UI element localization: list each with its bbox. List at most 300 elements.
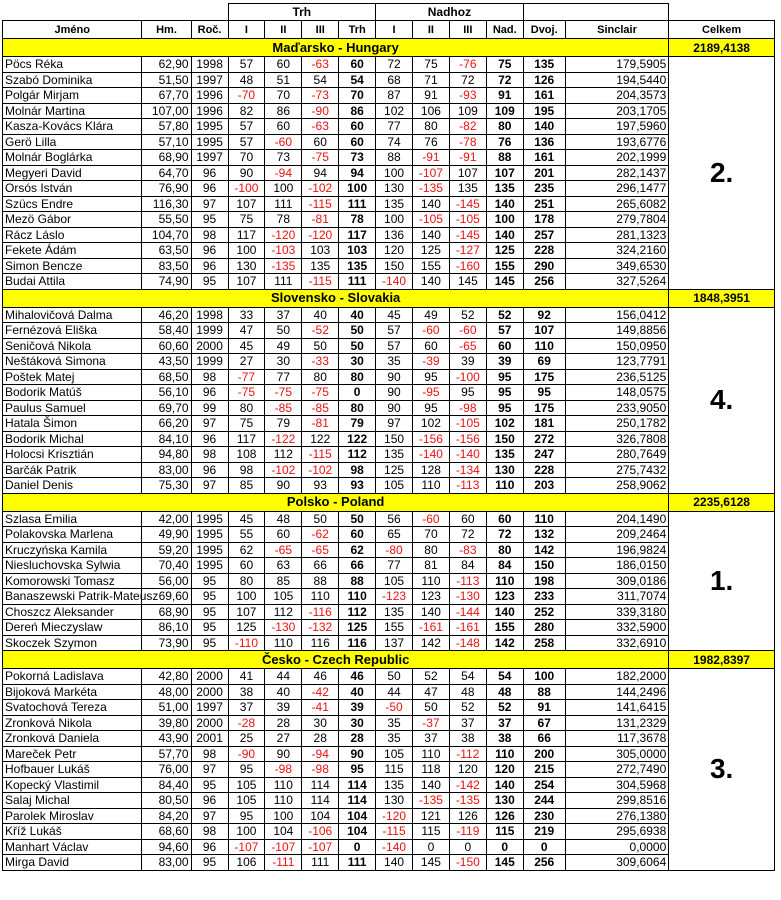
cj-attempt-1: 155 <box>376 620 413 636</box>
athlete-total: 126 <box>523 72 565 88</box>
cj-best: 110 <box>486 478 523 494</box>
athlete-row <box>3 542 775 558</box>
athlete-total: 142 <box>523 542 565 558</box>
cj-attempt-2: 37 <box>413 731 450 747</box>
snatch-best: 79 <box>339 416 376 432</box>
athlete-weight: 64,70 <box>142 165 191 181</box>
athlete-sinclair: 339,3180 <box>565 604 669 620</box>
cj-best: 145 <box>486 855 523 871</box>
cj-attempt-2: -105 <box>413 212 450 228</box>
athlete-row <box>3 416 775 432</box>
cj-attempt-2: 110 <box>413 573 450 589</box>
athlete-year: 1997 <box>191 72 228 88</box>
cj-best: 126 <box>486 808 523 824</box>
snatch-attempt-1: 117 <box>228 227 265 243</box>
athlete-sinclair: 141,6415 <box>565 700 669 716</box>
snatch-attempt-3: -115 <box>302 196 339 212</box>
athlete-sinclair: 279,7804 <box>565 212 669 228</box>
snatch-attempt-3: -98 <box>302 762 339 778</box>
athlete-sinclair: 250,1782 <box>565 416 669 432</box>
cj-attempt-2: -135 <box>413 181 450 197</box>
athlete-total: 150 <box>523 558 565 574</box>
athlete-name: Hofbauer Lukáš <box>3 762 142 778</box>
athlete-name: Parolek Miroslav <box>3 808 142 824</box>
athlete-row <box>3 150 775 166</box>
athlete-name: Molnár Martina <box>3 103 142 119</box>
cj-attempt-1: 130 <box>376 181 413 197</box>
snatch-attempt-1: 105 <box>228 777 265 793</box>
cj-attempt-3: 95 <box>449 385 486 401</box>
cj-attempt-1: 100 <box>376 165 413 181</box>
cj-attempt-3: -135 <box>449 793 486 809</box>
snatch-attempt-1: 25 <box>228 731 265 747</box>
athlete-weight: 43,90 <box>142 731 191 747</box>
cj-best: 88 <box>486 150 523 166</box>
cj-attempt-2: 81 <box>413 558 450 574</box>
athlete-total: 178 <box>523 212 565 228</box>
snatch-attempt-1: 38 <box>228 684 265 700</box>
snatch-attempt-3: 50 <box>302 338 339 354</box>
snatch-attempt-2: -75 <box>265 385 302 401</box>
snatch-best: 114 <box>339 793 376 809</box>
snatch-attempt-3: 66 <box>302 558 339 574</box>
athlete-name: Szabó Dominika <box>3 72 142 88</box>
athlete-row <box>3 72 775 88</box>
athlete-row <box>3 258 775 274</box>
athlete-weight: 107,00 <box>142 103 191 119</box>
athlete-sinclair: 309,0186 <box>565 573 669 589</box>
snatch-attempt-3: 111 <box>302 855 339 871</box>
snatch-attempt-3: -33 <box>302 354 339 370</box>
cj-attempt-3: -134 <box>449 462 486 478</box>
cj-attempt-1: 150 <box>376 431 413 447</box>
snatch-attempt-3: 46 <box>302 669 339 685</box>
cj-attempt-3: 52 <box>449 307 486 323</box>
snatch-attempt-3: -62 <box>302 527 339 543</box>
col-header-sinclair: Sinclair <box>565 21 669 39</box>
athlete-total: 95 <box>523 385 565 401</box>
athlete-year: 97 <box>191 416 228 432</box>
snatch-attempt-1: 90 <box>228 165 265 181</box>
cj-attempt-2: 145 <box>413 855 450 871</box>
athlete-year: 97 <box>191 808 228 824</box>
snatch-attempt-1: -110 <box>228 635 265 651</box>
athlete-weight: 49,90 <box>142 527 191 543</box>
team-header-row <box>3 651 775 669</box>
snatch-attempt-2: 110 <box>265 777 302 793</box>
athlete-row <box>3 478 775 494</box>
team-place: 1. <box>669 511 775 651</box>
cj-attempt-2: 110 <box>413 746 450 762</box>
cj-attempt-1: -140 <box>376 274 413 290</box>
snatch-best: 111 <box>339 274 376 290</box>
group-header-snatch: Trh <box>228 4 376 21</box>
athlete-sinclair: 327,5264 <box>565 274 669 290</box>
athlete-weight: 74,90 <box>142 274 191 290</box>
athlete-name: Seničová Nikola <box>3 338 142 354</box>
snatch-attempt-1: 117 <box>228 431 265 447</box>
snatch-best: 93 <box>339 478 376 494</box>
snatch-attempt-3: 30 <box>302 715 339 731</box>
athlete-sinclair: 275,7432 <box>565 462 669 478</box>
athlete-name: Choszcz Aleksander <box>3 604 142 620</box>
team-place: 2. <box>669 57 775 290</box>
snatch-attempt-1: 33 <box>228 307 265 323</box>
athlete-name: Niesluchovska Sylwia <box>3 558 142 574</box>
athlete-name: Neštáková Simona <box>3 354 142 370</box>
cj-attempt-3: -112 <box>449 746 486 762</box>
athlete-name: Dereń Mieczyslaw <box>3 620 142 636</box>
athlete-name: Kasza-Kovács Klára <box>3 119 142 135</box>
cj-attempt-3: -93 <box>449 88 486 104</box>
snatch-best: 122 <box>339 431 376 447</box>
snatch-best: 80 <box>339 400 376 416</box>
snatch-attempt-2: 77 <box>265 369 302 385</box>
team-name: Maďarsko - Hungary <box>3 39 669 57</box>
team-name: Česko - Czech Republic <box>3 651 669 669</box>
snatch-attempt-3: -115 <box>302 447 339 463</box>
athlete-sinclair: 144,2496 <box>565 684 669 700</box>
snatch-attempt-3: 80 <box>302 369 339 385</box>
snatch-best: 111 <box>339 855 376 871</box>
cj-best: 115 <box>486 824 523 840</box>
snatch-best: 98 <box>339 462 376 478</box>
athlete-year: 96 <box>191 385 228 401</box>
cj-attempt-3: -130 <box>449 589 486 605</box>
snatch-best: 94 <box>339 165 376 181</box>
athlete-name: Szlasa Emilia <box>3 511 142 527</box>
group-header-cleanjerk: Nadhoz <box>376 4 524 21</box>
athlete-sinclair: 280,7649 <box>565 447 669 463</box>
cj-attempt-2: 91 <box>413 88 450 104</box>
athlete-row <box>3 338 775 354</box>
team-name: Slovensko - Slovakia <box>3 289 669 307</box>
athlete-name: Komorowski Tomasz <box>3 573 142 589</box>
athlete-name: Daniel Denis <box>3 478 142 494</box>
athlete-row <box>3 88 775 104</box>
athlete-weight: 80,50 <box>142 793 191 809</box>
athlete-name: Bodorik Michal <box>3 431 142 447</box>
group-header-spacer <box>3 4 229 21</box>
snatch-attempt-3: 122 <box>302 431 339 447</box>
col-header-cj-2: II <box>413 21 450 39</box>
athlete-name: Paulus Samuel <box>3 400 142 416</box>
athlete-row <box>3 604 775 620</box>
athlete-sinclair: 186,0150 <box>565 558 669 574</box>
athlete-row <box>3 684 775 700</box>
snatch-best: 78 <box>339 212 376 228</box>
cj-attempt-3: 39 <box>449 354 486 370</box>
athlete-sinclair: 349,6530 <box>565 258 669 274</box>
cj-attempt-3: -78 <box>449 134 486 150</box>
cj-attempt-3: 0 <box>449 839 486 855</box>
snatch-attempt-2: 37 <box>265 307 302 323</box>
snatch-attempt-2: -107 <box>265 839 302 855</box>
athlete-weight: 46,20 <box>142 307 191 323</box>
cj-best: 123 <box>486 589 523 605</box>
athlete-total: 233 <box>523 589 565 605</box>
snatch-attempt-2: 112 <box>265 604 302 620</box>
athlete-total: 161 <box>523 88 565 104</box>
cj-attempt-1: 135 <box>376 604 413 620</box>
athlete-sinclair: 265,6082 <box>565 196 669 212</box>
athlete-year: 96 <box>191 462 228 478</box>
snatch-attempt-2: 110 <box>265 793 302 809</box>
athlete-name: Simon Bencze <box>3 258 142 274</box>
athlete-sinclair: 149,8856 <box>565 323 669 339</box>
cj-best: 57 <box>486 323 523 339</box>
column-header-row <box>3 21 775 39</box>
cj-attempt-1: 136 <box>376 227 413 243</box>
snatch-attempt-3: 114 <box>302 793 339 809</box>
cj-attempt-1: -140 <box>376 839 413 855</box>
snatch-attempt-1: 27 <box>228 354 265 370</box>
snatch-best: 46 <box>339 669 376 685</box>
snatch-attempt-1: 57 <box>228 134 265 150</box>
athlete-sinclair: 148,0575 <box>565 385 669 401</box>
athlete-total: 219 <box>523 824 565 840</box>
cj-attempt-3: 145 <box>449 274 486 290</box>
cj-attempt-1: 97 <box>376 416 413 432</box>
snatch-attempt-2: -102 <box>265 462 302 478</box>
group-header-empty <box>669 4 775 21</box>
athlete-name: Zronková Daniela <box>3 731 142 747</box>
athlete-name: Gerö Lilla <box>3 134 142 150</box>
athlete-total: 247 <box>523 447 565 463</box>
cj-attempt-1: 105 <box>376 478 413 494</box>
cj-attempt-2: -91 <box>413 150 450 166</box>
athlete-sinclair: 332,5900 <box>565 620 669 636</box>
cj-best: 84 <box>486 558 523 574</box>
cj-attempt-1: 45 <box>376 307 413 323</box>
cj-attempt-3: 38 <box>449 731 486 747</box>
cj-best: 75 <box>486 57 523 73</box>
snatch-attempt-1: 108 <box>228 447 265 463</box>
athlete-weight: 56,10 <box>142 385 191 401</box>
cj-attempt-3: -161 <box>449 620 486 636</box>
snatch-best: 110 <box>339 589 376 605</box>
cj-attempt-2: 121 <box>413 808 450 824</box>
cj-attempt-1: 68 <box>376 72 413 88</box>
cj-best: 54 <box>486 669 523 685</box>
cj-attempt-1: 130 <box>376 793 413 809</box>
snatch-attempt-1: 107 <box>228 196 265 212</box>
athlete-name: Poštek Matej <box>3 369 142 385</box>
cj-attempt-1: 135 <box>376 447 413 463</box>
athlete-row <box>3 808 775 824</box>
snatch-attempt-1: 100 <box>228 243 265 259</box>
snatch-attempt-2: 39 <box>265 700 302 716</box>
athlete-weight: 86,10 <box>142 620 191 636</box>
snatch-attempt-3: -81 <box>302 212 339 228</box>
cj-attempt-1: 56 <box>376 511 413 527</box>
cj-attempt-2: -39 <box>413 354 450 370</box>
cj-best: 91 <box>486 88 523 104</box>
cj-attempt-3: -156 <box>449 431 486 447</box>
athlete-total: 195 <box>523 103 565 119</box>
snatch-best: 116 <box>339 635 376 651</box>
cj-attempt-1: 102 <box>376 103 413 119</box>
athlete-year: 1995 <box>191 558 228 574</box>
athlete-row <box>3 196 775 212</box>
athlete-name: Kříž Lukáš <box>3 824 142 840</box>
athlete-year: 1995 <box>191 134 228 150</box>
athlete-weight: 42,00 <box>142 511 191 527</box>
cj-attempt-2: 71 <box>413 72 450 88</box>
athlete-row <box>3 511 775 527</box>
snatch-best: 30 <box>339 354 376 370</box>
athlete-sinclair: 233,9050 <box>565 400 669 416</box>
group-header-row <box>3 4 775 21</box>
cj-attempt-1: 77 <box>376 119 413 135</box>
snatch-best: 62 <box>339 542 376 558</box>
snatch-attempt-1: 57 <box>228 57 265 73</box>
snatch-attempt-3: 135 <box>302 258 339 274</box>
cj-attempt-2: 0 <box>413 839 450 855</box>
athlete-year: 1995 <box>191 119 228 135</box>
snatch-best: 66 <box>339 558 376 574</box>
athlete-sinclair: 272,7490 <box>565 762 669 778</box>
snatch-best: 50 <box>339 323 376 339</box>
cj-attempt-1: 87 <box>376 88 413 104</box>
cj-attempt-3: -140 <box>449 447 486 463</box>
snatch-attempt-2: 60 <box>265 527 302 543</box>
athlete-weight: 48,00 <box>142 684 191 700</box>
cj-attempt-1: 44 <box>376 684 413 700</box>
cj-attempt-1: 120 <box>376 243 413 259</box>
cj-best: 60 <box>486 511 523 527</box>
cj-best: 125 <box>486 243 523 259</box>
athlete-weight: 69,70 <box>142 400 191 416</box>
cj-best: 38 <box>486 731 523 747</box>
athlete-total: 91 <box>523 700 565 716</box>
athlete-weight: 57,10 <box>142 134 191 150</box>
cj-attempt-2: 118 <box>413 762 450 778</box>
athlete-row <box>3 731 775 747</box>
snatch-best: 40 <box>339 307 376 323</box>
athlete-sinclair: 236,5125 <box>565 369 669 385</box>
athlete-weight: 57,80 <box>142 119 191 135</box>
cj-attempt-2: -140 <box>413 447 450 463</box>
cj-attempt-2: 52 <box>413 669 450 685</box>
cj-best: 102 <box>486 416 523 432</box>
athlete-name: Fekete Ádám <box>3 243 142 259</box>
cj-best: 140 <box>486 604 523 620</box>
snatch-attempt-1: 70 <box>228 150 265 166</box>
snatch-attempt-1: 98 <box>228 462 265 478</box>
athlete-year: 96 <box>191 431 228 447</box>
snatch-attempt-3: -106 <box>302 824 339 840</box>
cj-attempt-1: 105 <box>376 573 413 589</box>
snatch-attempt-3: -42 <box>302 684 339 700</box>
athlete-total: 200 <box>523 746 565 762</box>
athlete-year: 99 <box>191 400 228 416</box>
athlete-row <box>3 165 775 181</box>
cj-attempt-3: -148 <box>449 635 486 651</box>
team-header-row <box>3 289 775 307</box>
team-name: Polsko - Poland <box>3 493 669 511</box>
athlete-name: Pöcs Réka <box>3 57 142 73</box>
cj-attempt-3: 120 <box>449 762 486 778</box>
athlete-sinclair: 0,0000 <box>565 839 669 855</box>
athlete-year: 95 <box>191 635 228 651</box>
athlete-weight: 60,60 <box>142 338 191 354</box>
athlete-row <box>3 700 775 716</box>
athlete-year: 1997 <box>191 150 228 166</box>
cj-attempt-2: 123 <box>413 589 450 605</box>
cj-best: 80 <box>486 119 523 135</box>
athlete-total: 100 <box>523 669 565 685</box>
snatch-attempt-2: -98 <box>265 762 302 778</box>
athlete-row <box>3 669 775 685</box>
athlete-year: 1997 <box>191 700 228 716</box>
athlete-total: 136 <box>523 134 565 150</box>
athlete-year: 1995 <box>191 542 228 558</box>
athlete-row <box>3 431 775 447</box>
snatch-attempt-2: -94 <box>265 165 302 181</box>
snatch-attempt-1: -75 <box>228 385 265 401</box>
snatch-best: 80 <box>339 369 376 385</box>
cj-attempt-3: -160 <box>449 258 486 274</box>
athlete-year: 98 <box>191 824 228 840</box>
snatch-attempt-3: 54 <box>302 72 339 88</box>
snatch-attempt-2: 110 <box>265 635 302 651</box>
cj-attempt-1: 90 <box>376 369 413 385</box>
athlete-name: Megyeri David <box>3 165 142 181</box>
snatch-best: 30 <box>339 715 376 731</box>
athlete-weight: 51,50 <box>142 72 191 88</box>
athlete-year: 1999 <box>191 354 228 370</box>
snatch-best: 103 <box>339 243 376 259</box>
athlete-sinclair: 324,2160 <box>565 243 669 259</box>
athlete-total: 132 <box>523 527 565 543</box>
athlete-weight: 59,20 <box>142 542 191 558</box>
athlete-total: 88 <box>523 684 565 700</box>
team-header-row <box>3 493 775 511</box>
cj-attempt-2: 70 <box>413 527 450 543</box>
athlete-name: Salaj Michal <box>3 793 142 809</box>
snatch-attempt-2: 105 <box>265 589 302 605</box>
snatch-best: 104 <box>339 808 376 824</box>
athlete-row <box>3 369 775 385</box>
cj-attempt-2: 155 <box>413 258 450 274</box>
snatch-best: 95 <box>339 762 376 778</box>
group-header-spacer-right <box>523 4 669 21</box>
athlete-total: 228 <box>523 243 565 259</box>
snatch-attempt-3: -81 <box>302 416 339 432</box>
athlete-total: 272 <box>523 431 565 447</box>
athlete-weight: 69,60 <box>142 589 191 605</box>
athlete-name: Bodorik Matúš <box>3 385 142 401</box>
col-header-snatch-1: I <box>228 21 265 39</box>
athlete-row <box>3 103 775 119</box>
athlete-sinclair: 296,1477 <box>565 181 669 197</box>
snatch-attempt-3: 50 <box>302 511 339 527</box>
athlete-year: 98 <box>191 746 228 762</box>
athlete-weight: 104,70 <box>142 227 191 243</box>
cj-attempt-3: -105 <box>449 416 486 432</box>
athlete-year: 98 <box>191 227 228 243</box>
cj-best: 76 <box>486 134 523 150</box>
snatch-attempt-1: 82 <box>228 103 265 119</box>
athlete-weight: 68,60 <box>142 824 191 840</box>
athlete-total: 110 <box>523 511 565 527</box>
snatch-attempt-3: -94 <box>302 746 339 762</box>
athlete-total: 140 <box>523 119 565 135</box>
snatch-attempt-3: -120 <box>302 227 339 243</box>
snatch-attempt-1: 45 <box>228 338 265 354</box>
cj-attempt-1: 74 <box>376 134 413 150</box>
